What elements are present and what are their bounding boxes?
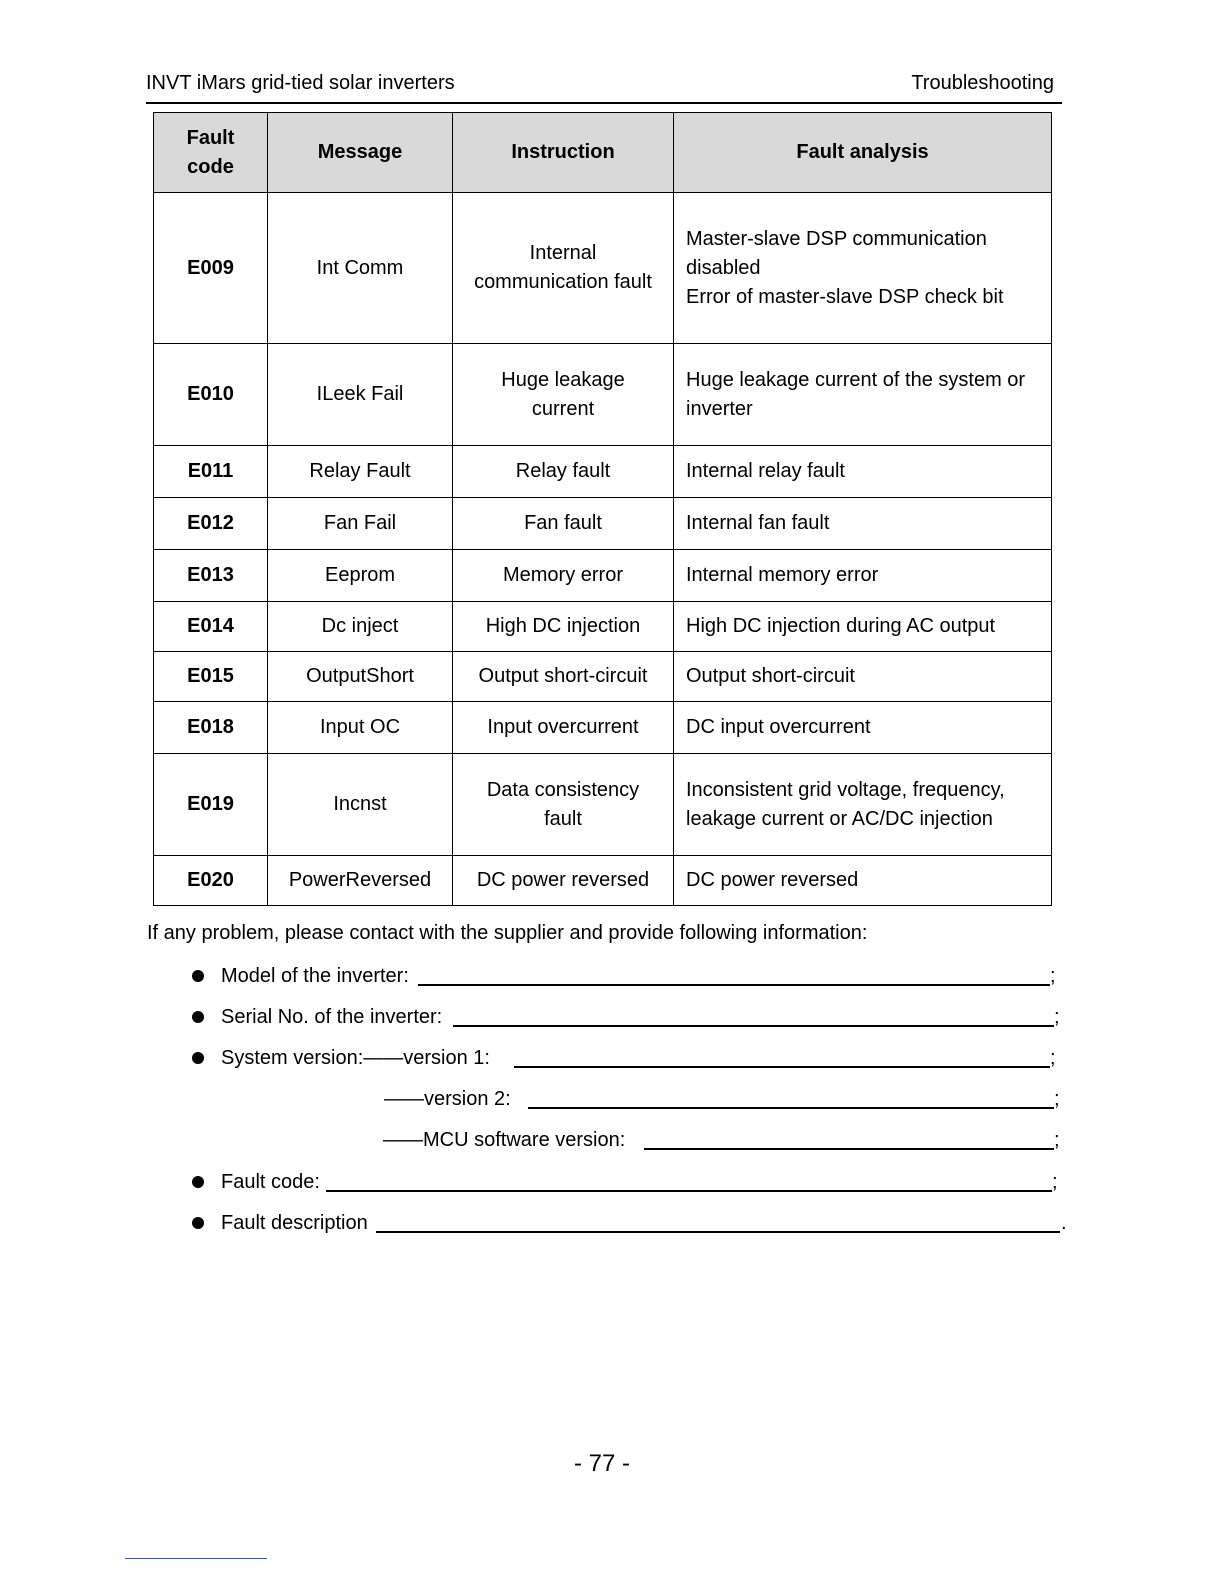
bullet-icon <box>192 1176 204 1188</box>
fault-code-cell: E011 <box>154 446 268 498</box>
message-cell: Fan Fail <box>268 498 453 550</box>
analysis-cell: Output short-circuit <box>674 652 1052 702</box>
message-cell: Dc inject <box>268 602 453 652</box>
instruction-cell: High DC injection <box>453 602 674 652</box>
bullet-icon <box>192 970 204 982</box>
header-fault-analysis: Fault analysis <box>674 113 1052 193</box>
instruction-cell: Fan fault <box>453 498 674 550</box>
message-cell: Int Comm <box>268 193 453 344</box>
message-cell: ILeek Fail <box>268 344 453 446</box>
model-blank-line <box>418 984 1050 986</box>
instruction-cell: DC power reversed <box>453 856 674 906</box>
fault-code-cell: E014 <box>154 602 268 652</box>
analysis-cell: DC input overcurrent <box>674 702 1052 754</box>
header-fault-code: Fault code <box>154 113 268 193</box>
instruction-cell: Relay fault <box>453 446 674 498</box>
fault-code-cell: E015 <box>154 652 268 702</box>
analysis-cell: Internal fan fault <box>674 498 1052 550</box>
analysis-cell: High DC injection during AC output <box>674 602 1052 652</box>
page-number: - 77 - <box>573 1450 630 1477</box>
header-message: Message <box>268 113 453 193</box>
fault-code-cell: E010 <box>154 344 268 446</box>
fault-code-cell: E020 <box>154 856 268 906</box>
fault-code-cell: E019 <box>154 754 268 856</box>
header-section: Troubleshooting <box>911 72 1054 94</box>
bullet-icon <box>192 1011 204 1023</box>
analysis-cell: Master-slave DSP communication disabled Error of master-slave DSP check bit <box>674 193 1052 344</box>
fault-code-cell: E012 <box>154 498 268 550</box>
model-label: Model of the inverter: <box>221 965 409 987</box>
analysis-cell: Internal relay fault <box>674 446 1052 498</box>
message-cell: Incnst <box>268 754 453 856</box>
version2-blank-line <box>528 1107 1054 1109</box>
message-cell: PowerReversed <box>268 856 453 906</box>
bullet-icon <box>192 1217 204 1229</box>
table-row <box>154 446 1052 498</box>
instruction-cell: Data consistency fault <box>453 754 674 856</box>
analysis-cell: Internal memory error <box>674 550 1052 602</box>
page-header <box>146 70 1062 104</box>
analysis-cell: DC power reversed <box>674 856 1052 906</box>
fault-code-cell: E009 <box>154 193 268 344</box>
table-row <box>154 550 1052 602</box>
table-header-row <box>154 113 1052 193</box>
fault-description-blank-line <box>376 1231 1060 1233</box>
table-row <box>154 702 1052 754</box>
analysis-cell: Inconsistent grid voltage, frequency, leakage current or AC/DC injection <box>674 754 1052 856</box>
version1-semicolon: ; <box>1050 1047 1056 1069</box>
model-semicolon: ; <box>1050 965 1056 987</box>
contact-intro: If any problem, please contact with the supplier and provide following information: <box>147 922 868 944</box>
fault-description-period: . <box>1061 1212 1067 1234</box>
version1-blank-line <box>514 1066 1050 1068</box>
version2-semicolon: ; <box>1054 1088 1060 1110</box>
fault-table <box>153 112 1052 906</box>
footer-rule <box>125 1558 267 1559</box>
system-version-label: System version:——version 1: <box>221 1047 490 1069</box>
fault-code-label: Fault code: <box>221 1171 320 1193</box>
table-row <box>154 193 1052 344</box>
mcu-version-label: ——MCU software version: <box>383 1129 626 1151</box>
mcu-blank-line <box>644 1148 1054 1150</box>
serial-blank-line <box>453 1025 1054 1027</box>
table-row <box>154 344 1052 446</box>
fault-code-blank-line <box>326 1190 1052 1192</box>
table-row <box>154 602 1052 652</box>
fault-code-cell: E018 <box>154 702 268 754</box>
header-title: INVT iMars grid-tied solar inverters <box>146 72 455 94</box>
analysis-cell: Huge leakage current of the system or inverter <box>674 344 1052 446</box>
fault-code-cell: E013 <box>154 550 268 602</box>
mcu-semicolon: ; <box>1054 1129 1060 1151</box>
table-row <box>154 498 1052 550</box>
header-instruction: Instruction <box>453 113 674 193</box>
instruction-cell: Input overcurrent <box>453 702 674 754</box>
bullet-icon <box>192 1052 204 1064</box>
version2-label: ——version 2: <box>384 1088 511 1110</box>
fault-code-semicolon: ; <box>1052 1171 1058 1193</box>
table-row <box>154 856 1052 906</box>
message-cell: Input OC <box>268 702 453 754</box>
instruction-cell: Memory error <box>453 550 674 602</box>
fault-description-label: Fault description <box>221 1212 368 1234</box>
message-cell: Relay Fault <box>268 446 453 498</box>
table-row <box>154 652 1052 702</box>
serial-semicolon: ; <box>1054 1006 1060 1028</box>
instruction-cell: Internal communication fault <box>453 193 674 344</box>
instruction-cell: Output short-circuit <box>453 652 674 702</box>
message-cell: OutputShort <box>268 652 453 702</box>
instruction-cell: Huge leakage current <box>453 344 674 446</box>
table-row <box>154 754 1052 856</box>
message-cell: Eeprom <box>268 550 453 602</box>
serial-label: Serial No. of the inverter: <box>221 1006 443 1028</box>
